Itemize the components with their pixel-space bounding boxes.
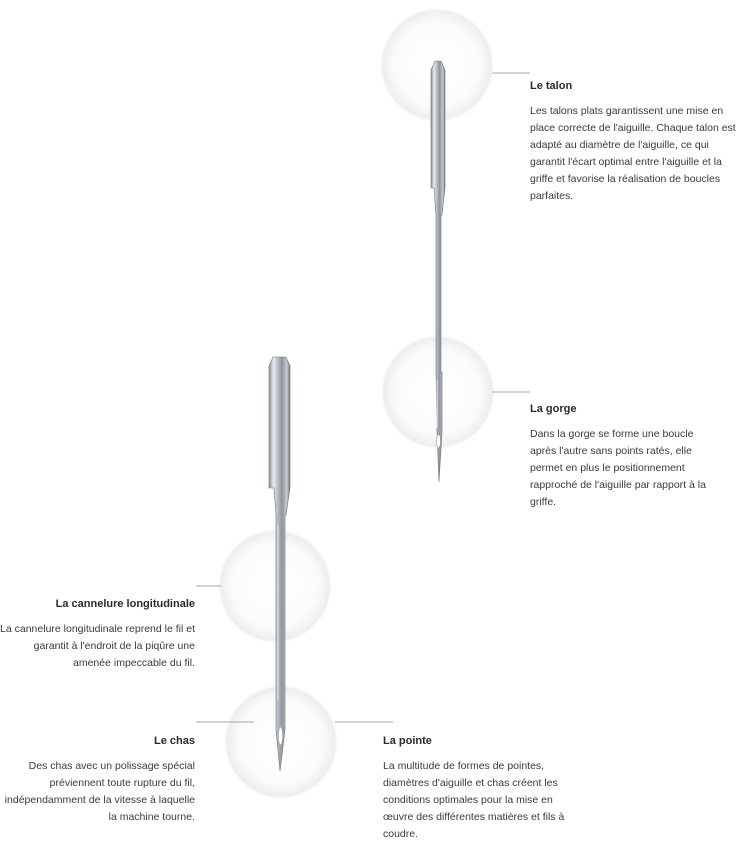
- chas-text: Des chas avec un polissage spécial préviennent toute rupture du fil, indépendamment de la vitesse à laquelle la machine tourne.: [4, 760, 195, 823]
- talon-title: Le talon: [530, 80, 573, 92]
- section-cannelure: [0, 597, 195, 672]
- cannelure-title: La cannelure longitudinale: [55, 598, 195, 610]
- gorge-text: Dans la gorge se forme une boucle après l'autre sans points ratés, elle permet en plus le positionnement rapproché de l'aiguille par rapport à la griffe.: [530, 428, 706, 508]
- circle-cannelure: [220, 531, 330, 641]
- section-gorge: [530, 402, 708, 511]
- section-pointe: [383, 734, 583, 843]
- gorge-title: La gorge: [530, 403, 577, 415]
- section-talon: [530, 79, 738, 205]
- section-chas: [0, 734, 195, 826]
- pointe-title: La pointe: [383, 735, 432, 747]
- chas-title: Le chas: [154, 735, 195, 747]
- pointe-text: La multitude de formes de pointes, diamètres d'aiguille et chas créent les conditions optimales pour la mise en œuvre des différentes matières et fils à coudre.: [383, 760, 565, 840]
- cannelure-text: La cannelure longitudinale reprend le fil et garantit à l'endroit de la piqûre une amenée impeccable du fil.: [0, 623, 195, 669]
- talon-text: Les talons plats garantissent une mise en place correcte de l'aiguille. Chaque talon est adapté au diamètre de l'aiguille, ce qui garantit l'écart optimal entre l'aiguille et la griffe et favorise la réalisation de boucles parfaites.: [530, 105, 736, 202]
